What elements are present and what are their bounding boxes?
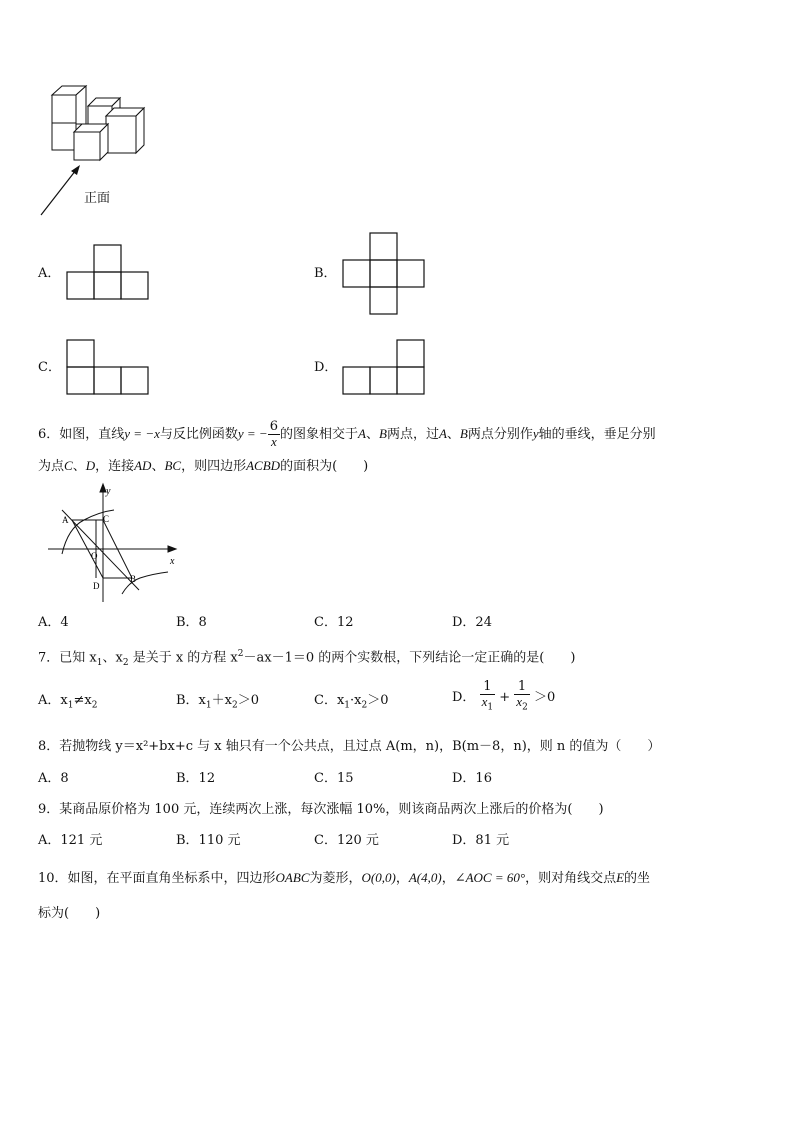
q10-point-o: O(0,0): [361, 870, 396, 885]
q5-option-d-grid: [342, 339, 428, 397]
q7-variable: x: [516, 694, 523, 710]
q6-function-lhs: y = −: [237, 426, 268, 441]
q6-graph-y-label: y: [106, 486, 111, 497]
q6-separator: 、: [365, 427, 379, 442]
q7-subscript: 2: [522, 702, 528, 713]
q5-option-c-figure: [66, 339, 152, 401]
q7-text: ＞0: [533, 690, 556, 705]
q7-text: ＞0: [367, 693, 389, 708]
q6-fraction-numerator: 6: [269, 419, 278, 434]
q9-option-c: C．120 元: [314, 833, 379, 848]
q6-text: 轴的垂线，垂足分别: [538, 427, 656, 442]
q7-text: 7．已知 x: [38, 650, 97, 666]
q6-quadrilateral: ACBD: [246, 458, 281, 473]
q6-text: 两点，过: [386, 427, 439, 442]
q8-option-d: D．16: [452, 771, 492, 786]
q6-text: 与反比例函数: [159, 427, 238, 442]
q7-fraction-2: [514, 680, 530, 715]
q5-option-a-grid: [66, 244, 152, 302]
q6-stem-line2: [38, 457, 368, 476]
q10-stem-line2: 标为( ): [38, 906, 101, 921]
q10-text: 10．如图，在平面直角坐标系中，四边形: [38, 871, 276, 886]
q5-option-d-label: D．: [314, 360, 338, 375]
q7-fraction-numerator: 1: [480, 680, 496, 695]
q8-option-c: C．15: [314, 771, 354, 786]
q5-option-c-label: C．: [38, 360, 61, 375]
q10-point-e: E: [616, 870, 625, 885]
q7-option-c: [314, 692, 389, 715]
q10-text: 为菱形，: [309, 871, 362, 886]
q9-option-a: A．121 元: [38, 833, 103, 848]
q6-text: 6．如图，直线: [38, 427, 125, 442]
q5-option-a-figure: [66, 244, 152, 306]
q8-stem: 8．若抛物线 y＝x²+bx+c 与 x 轴只有一个公共点，且过点 A(m，n)，B(m－8，n)，则 n 的值为（ ）: [38, 739, 661, 754]
q6-segment-bc: BC: [164, 458, 182, 473]
q6-option-a: A．4: [38, 615, 69, 630]
q7-subscript: 2: [231, 700, 238, 711]
q7-text: D．: [452, 690, 476, 705]
q7-subscript: 1: [205, 700, 212, 711]
q10-separator: ，: [395, 871, 409, 886]
q7-variable: x: [481, 694, 488, 710]
q6-axis-y: y: [532, 426, 539, 441]
q7-fraction-numerator: 1: [514, 680, 530, 695]
q7-text: 、x: [102, 650, 123, 666]
q7-text: ＞0: [237, 693, 259, 708]
q10-angle: ∠AOC = 60°: [454, 870, 526, 885]
q10-separator: ，: [441, 871, 455, 886]
q7-text: ·x: [350, 693, 362, 708]
q6-fraction-denominator: x: [270, 434, 277, 449]
q7-text: B．x: [176, 693, 206, 708]
q9-option-b: B．110 元: [176, 833, 241, 848]
q7-text: 是关于 x 的方程 x: [128, 650, 238, 666]
q5-option-c-grid: [66, 339, 152, 397]
q6-graph-d-label: D: [93, 581, 100, 591]
q6-text: ，则四边形: [181, 459, 247, 474]
q9-option-d: D．81 元: [452, 833, 510, 848]
q7-subscript: 1: [344, 700, 351, 711]
q7-superscript: 2: [237, 649, 244, 659]
q6-text: 的图象相交于: [280, 427, 359, 442]
q10-stem-line1: [38, 869, 650, 888]
q6-graph-c-label: C: [103, 514, 110, 524]
q7-subscript: 2: [91, 700, 98, 711]
q7-option-b: [176, 692, 259, 715]
q7-text: C．x: [314, 693, 345, 708]
q6-segment-ad: AD: [134, 458, 152, 473]
q8-option-a: A．8: [38, 771, 69, 786]
q6-fraction: [268, 420, 280, 449]
q10-text: ，则对角线交点: [525, 871, 617, 886]
q6-point-b: B: [459, 426, 468, 441]
q6-point-a: A: [438, 426, 447, 441]
q6-text: ，连接: [95, 459, 135, 474]
q6-coordinate-graph: [44, 482, 184, 604]
q7-text: －ax－1＝0 的两个实数根，下列结论一定正确的是( ): [243, 650, 576, 666]
q7-fraction-denominator: [480, 695, 496, 715]
q6-point-b: B: [378, 426, 387, 441]
q7-plus: +: [499, 690, 511, 705]
q5-option-b-label: B．: [314, 266, 337, 281]
q7-option-d: [452, 678, 555, 718]
q7-subscript: 2: [361, 700, 368, 711]
q5-option-d-figure: [342, 339, 428, 401]
q6-separator: 、: [446, 427, 460, 442]
q5-option-b-grid: [342, 232, 428, 318]
q10-text: 的坐: [624, 871, 651, 886]
q7-subscript: 1: [487, 702, 494, 713]
q6-line-equation: y = −x: [124, 426, 160, 441]
q10-quadrilateral: OABC: [275, 870, 310, 885]
q7-subscript: 2: [122, 657, 129, 668]
q6-separator: 、: [151, 459, 165, 474]
q6-option-b: B．8: [176, 615, 207, 630]
q7-text: A．x: [38, 693, 68, 708]
q6-stem-line1: [38, 420, 656, 449]
q6-graph-o-label: O: [91, 551, 98, 561]
q6-text: 为点: [38, 459, 65, 474]
q6-point-a: A: [358, 426, 366, 441]
q6-option-c: C．12: [314, 615, 354, 630]
q6-point-c: C: [64, 458, 73, 473]
q7-stem: [38, 645, 575, 672]
q5-option-b-figure: [342, 232, 428, 322]
q7-text: ≠x: [73, 693, 92, 708]
q5-option-a-label: A．: [38, 266, 61, 281]
q7-subscript: 1: [67, 700, 74, 711]
front-label: 正面: [84, 191, 111, 206]
q6-option-d: D．24: [452, 615, 492, 630]
q7-option-a: [38, 692, 97, 715]
q7-subscript: 1: [96, 657, 103, 668]
q7-fraction-1: [480, 680, 496, 715]
q6-graph-b-label: B: [130, 574, 137, 584]
q6-point-d: D: [85, 458, 96, 473]
q6-graph-a-label: A: [62, 515, 69, 525]
q9-stem: 9．某商品原价格为 100 元，连续两次上涨，每次涨幅 10%，则该商品两次上涨后的价格为( ): [38, 802, 604, 817]
q6-text: 两点分别作: [467, 427, 533, 442]
q8-option-b: B．12: [176, 771, 216, 786]
q6-text: 的面积为( ): [280, 459, 369, 474]
q10-point-a: A(4,0): [408, 870, 442, 885]
q6-graph-x-label: x: [170, 556, 175, 567]
q7-fraction-denominator: [514, 695, 530, 715]
q7-text: ＋x: [211, 693, 232, 708]
q6-graph: [44, 482, 184, 604]
q6-separator: 、: [72, 459, 86, 474]
